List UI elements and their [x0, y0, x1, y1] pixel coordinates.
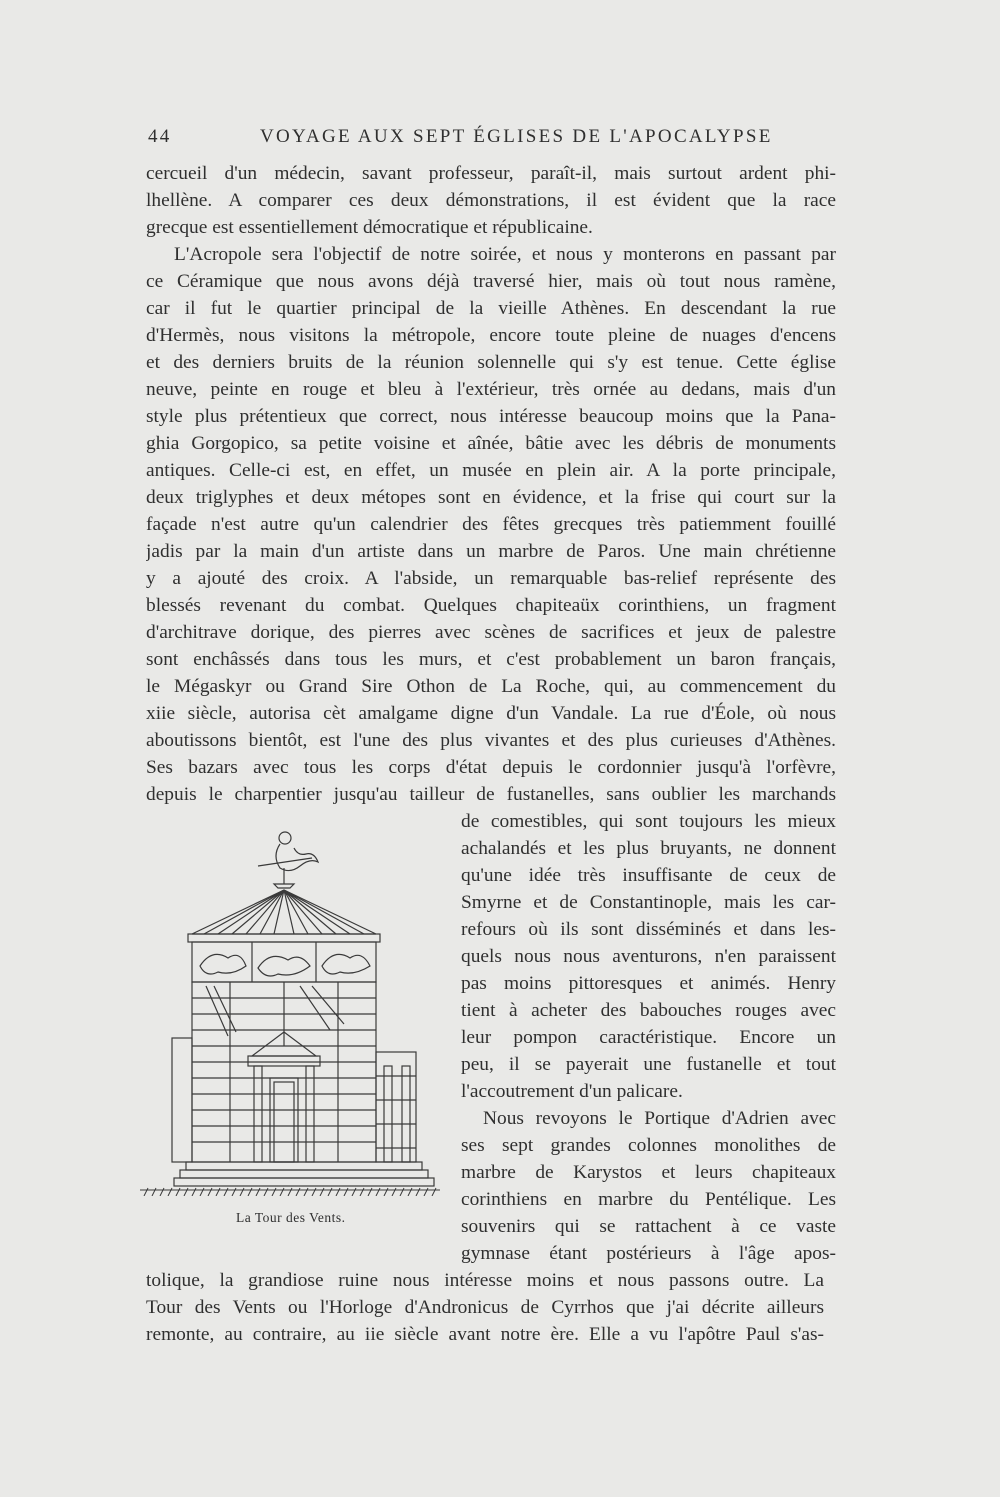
- text-line: style plus prétentieux que correct, nous intéresse beaucoup moins que la Pana-: [146, 406, 836, 427]
- text-line: qu'une idée très insuffisante de ceux de: [461, 865, 836, 886]
- text-line: aboutissons bientôt, est l'une des plus vivantes et des plus curieuses d'Athènes.: [146, 730, 836, 751]
- text-line: L'Acropole sera l'objectif de notre soirée, et nous y monterons en passant par: [174, 244, 836, 265]
- text-line: d'Hermès, nous visitons la métropole, encore toute pleine de nuages d'encens: [146, 325, 836, 346]
- text-line: souvenirs qui se rattachent à ce vaste: [461, 1216, 836, 1237]
- text-line: remonte, au contraire, au iie siècle avant notre ère. Elle a vu l'apôtre Paul s'as-: [146, 1324, 824, 1345]
- text-line: y a ajouté des croix. A l'abside, un remarquable bas-relief représente des: [146, 568, 836, 589]
- text-line: depuis le charpentier jusqu'au tailleur de fustanelles, sans oublier les marchands: [146, 784, 836, 805]
- text-line: le Mégaskyr ou Grand Sire Othon de La Roche, qui, au commencement du: [146, 676, 836, 697]
- text-line: ghia Gorgopico, sa petite voisine et aînée, bâtie avec les débris de monuments: [146, 433, 836, 454]
- text-line: jadis par la main d'un artiste dans un marbre de Paros. Une main chrétienne: [146, 541, 836, 562]
- text-line: Smyrne et de Constantinople, mais les car-: [461, 892, 836, 913]
- tower-of-winds-illustration: [140, 826, 445, 1196]
- text-line: deux triglyphes et deux métopes sont en évidence, et la frise qui court sur la: [146, 487, 836, 508]
- text-line: Ses bazars avec tous les corps d'état depuis le cordonnier jusqu'à l'orfèvre,: [146, 757, 836, 778]
- text-line: pas moins pittoresques et animés. Henry: [461, 973, 836, 994]
- running-title: VOYAGE AUX SEPT ÉGLISES DE L'APOCALYPSE: [260, 126, 773, 147]
- text-line: corinthiens en marbre du Pentélique. Les: [461, 1189, 836, 1210]
- text-line: neuve, peinte en rouge et bleu à l'extérieur, très ornée au dedans, mais d'un: [146, 379, 836, 400]
- text-line: gymnase étant postérieurs à l'âge apos-: [461, 1243, 836, 1264]
- text-line: l'accoutrement d'un palicare.: [461, 1081, 683, 1102]
- text-line: ses sept grandes colonnes monolithes de: [461, 1135, 836, 1156]
- text-line: grecque est essentiellement démocratique et républicaine.: [146, 217, 593, 238]
- text-line: ce Céramique que nous avons déjà traversé hier, mais où tout nous ramène,: [146, 271, 836, 292]
- text-line: et des derniers bruits de la réunion solennelle qui s'y est tenue. Cette église: [146, 352, 836, 373]
- text-line: façade n'est autre qu'un calendrier des fêtes grecques très patiemment fouillé: [146, 514, 836, 535]
- weathervane-figure: [258, 832, 318, 888]
- text-line: peu, il se payerait une fustanelle et tout: [461, 1054, 836, 1075]
- tower-body: [192, 982, 376, 1162]
- figure-caption: La Tour des Vents.: [236, 1210, 346, 1225]
- text-line: achalandés et les plus bruyants, ne donnent: [461, 838, 836, 859]
- base-steps: [174, 1162, 434, 1186]
- wind-frieze: [192, 942, 376, 982]
- text-line: marbre de Karystos et leurs chapiteaux: [461, 1162, 836, 1183]
- text-line: refours où ils sont disséminés et dans les-: [461, 919, 836, 940]
- text-line: xiie siècle, autorisa cèt amalgame digne d'un Vandale. La rue d'Éole, où nous: [146, 703, 836, 724]
- text-line: quels nous nous aventurons, n'en paraissent: [461, 946, 836, 967]
- text-line: lhellène. A comparer ces deux démonstrations, il est évident que la race: [146, 190, 836, 211]
- ground-hatching: [140, 1188, 440, 1196]
- text-line: Nous revoyons le Portique d'Adrien avec: [483, 1108, 836, 1129]
- text-line: Tour des Vents ou l'Horloge d'Andronicus de Cyrrhos que j'ai décrite ailleurs: [146, 1297, 824, 1318]
- tower-roof: [188, 890, 380, 942]
- text-line: tient à acheter des babouches rouges avec: [461, 1000, 836, 1021]
- text-line: de comestibles, qui sont toujours les mieux: [461, 811, 836, 832]
- text-line: blessés revenant du combat. Quelques chapiteaüx corinthiens, un fragment: [146, 595, 836, 616]
- running-header: [148, 126, 838, 154]
- text-line: tolique, la grandiose ruine nous intéresse moins et nous passons outre. La: [146, 1270, 824, 1291]
- text-line: d'architrave dorique, des pierres avec scènes de sacrifices et jeux de palestre: [146, 622, 836, 643]
- text-line: leur pompon caractéristique. Encore un: [461, 1027, 836, 1048]
- text-line: sont enchâssés dans tous les murs, et c'est probablement un baron français,: [146, 649, 836, 670]
- page-number: 44: [148, 126, 172, 147]
- text-line: antiques. Celle-ci est, en effet, un musée en plein air. A la porte principale,: [146, 460, 836, 481]
- text-line: car il fut le quartier principal de la vieille Athènes. En descendant la rue: [146, 298, 836, 319]
- text-line: cercueil d'un médecin, savant professeur, paraît-il, mais surtout ardent phi-: [146, 163, 836, 184]
